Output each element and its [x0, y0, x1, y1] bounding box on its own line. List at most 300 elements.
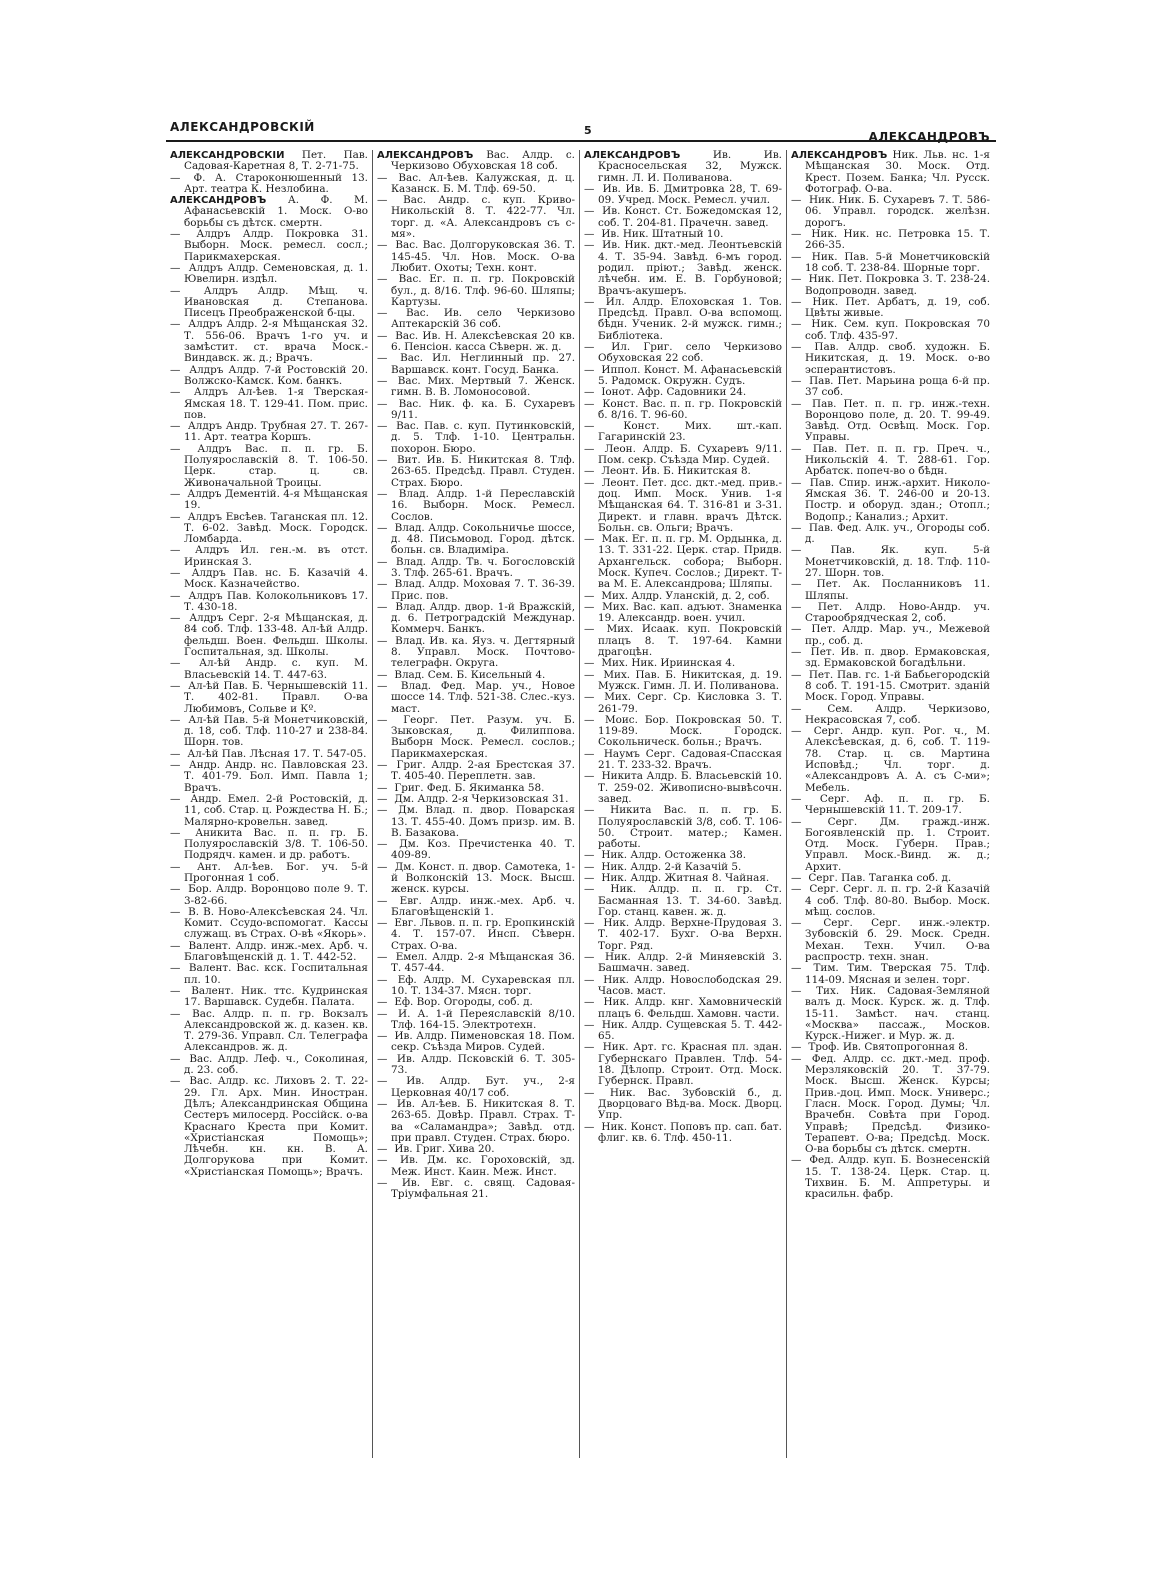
directory-entry [791, 297, 990, 320]
entry-dash: — [377, 713, 388, 726]
entry-text: Ник. Алдр. 2-й Миняевскій 3. Башмачн. завед. [598, 951, 782, 975]
entry-dash: — [584, 713, 595, 726]
entry-text: Алдръ Пав. Колокольниковъ 17. Т. 430-18. [184, 589, 368, 613]
entry-dash: — [377, 307, 388, 320]
entry-dash: — [170, 759, 181, 772]
directory-entry [170, 512, 368, 546]
directory-entry [170, 195, 368, 229]
directory-entry [377, 195, 575, 240]
directory-entry [791, 624, 990, 647]
entry-dash: — [584, 205, 595, 218]
directory-entry [791, 252, 990, 275]
directory-entry [170, 963, 368, 986]
entry-text: Дм. Коз. Пречистенка 40. Т. 409-89. [391, 838, 575, 862]
entry-dash: — [170, 1075, 181, 1088]
entry-text: Ник. Конст. Поповъ пр. сап. бат. флиг. кв. 6. Тлф. 450-11. [598, 1120, 782, 1144]
entry-text: Серг. Аф. п. п. гр. Б. Чернышевскій 11. Т. 209-17. [805, 792, 990, 817]
entry-dash: — [584, 420, 595, 433]
entry-text: Влад. Алдр. двор. 1-й Вражскій, д. 6. Петроградскій Междунар. Коммерч. Банкъ. [391, 600, 575, 636]
entry-dash: — [584, 295, 595, 308]
entry-text: Андр. Андр. нс. Павловская 23. Т. 401-79. Бол. Имп. Павла 1; Врачъ. [184, 759, 368, 794]
entry-dash: — [584, 668, 595, 681]
entry-text: Вас. Ник. ф. ка. Б. Сухаревъ 9/11. [391, 397, 575, 421]
directory-entry [377, 173, 575, 196]
entry-text: Ив. Ал-ѣев. Б. Никитская 8. Т. 263-65. Довѣр. Правл. Страх. Т-ва «Саламандра»; Завѣд. отд. при правл. Студен. Страх. бюро. [391, 1097, 575, 1144]
directory-entry [170, 568, 368, 591]
directory-entry [584, 478, 782, 534]
entry-text: Валент. Алдр. инж.-мех. Арб. ч. Благовѣщенскій д. 1. Т. 442-52. [184, 939, 368, 964]
entry-text: Ив. Ник. Штатный 10. [601, 228, 724, 241]
directory-entry [377, 240, 575, 274]
directory-entry [170, 986, 368, 1009]
entry-dash: — [377, 194, 388, 207]
entry-dash: — [584, 657, 595, 670]
directory-entry [791, 579, 990, 602]
entry-dash: — [791, 872, 802, 884]
entry-dash: — [584, 465, 595, 478]
entry-dash: — [170, 747, 181, 760]
entry-text: Мак. Ег. п. п. гр. М. Ордынка, д. 13. Т. 331-22. Церк. стар. Придв. Архангельск. собора; Выборн. Моск. Купеч. Сослов.; Директ. Т-ва М. Е. Александрова; Шляпы. [598, 533, 782, 591]
directory-entry [170, 884, 368, 907]
entry-dash: — [170, 510, 181, 523]
entry-dash: — [170, 442, 181, 455]
directory-entry [584, 240, 782, 296]
entry-text: Пет. Ак. Посланниковъ 11. Шляпы. [805, 578, 990, 602]
entry-text: Алдръ Ал-ѣев. 1-я Тверская-Ямская 18. Т. 129-41. Пом. прис. пов. [184, 386, 368, 421]
entry-text: Никита Алдр. Б. Власьевскій 10. Т. 259-02. Живописно-вывѣсочн. завед. [598, 770, 782, 805]
entry-dash: — [584, 397, 595, 410]
entry-text: Ник. Алдр. п. п. гр. Ст. Басманная 13. Т. 34-60. Завѣд. Гор. станц. кавен. ж. д. [598, 883, 782, 918]
entry-text: Леон. Алдр. Б. Сухаревъ 9/11. Пом. секр. Съѣзда Мир. Судей. [598, 442, 782, 467]
entry-text: Ник. Арт. гс. Красная пл. здан. Губернскаго Правлен. Тлф. 54-18. Дѣлопр. Строит. Отд. Моск. Губернск. Правл. [598, 1041, 782, 1088]
entry-dash: — [791, 600, 802, 613]
entry-text: Фед. Алдр. сс. дкт.-мед. проф. Мерзляковскій 20. Т. 37-79. Моск. Высш. Женск. Курсы; Прив.-доц. Имп. Моск. Универс.; Гласн. Моск. Город. Думы; Чл. Врачебн. Совѣта при Город. Управѣ; Предсѣд. Физико-Терапевт. О-ва; Предсѣд. Моск. О-ва борьбы съ дѣтск. смертн. [805, 1052, 990, 1156]
entry-dash: — [584, 239, 595, 252]
entry-dash: — [170, 962, 181, 975]
directory-entry [170, 365, 368, 388]
running-head-right: АЛЕКСАНДРОВЪ [868, 130, 990, 144]
entry-dash: — [584, 1120, 595, 1133]
entry-text: Еф. Алдр. М. Сухаревская пл. 10. Т. 134-37. Мясн. торг. [391, 973, 575, 997]
entry-dash: — [170, 826, 181, 839]
entry-text: Леонт. Ив. Б. Никитская 8. [601, 465, 751, 478]
entry-dash: — [791, 341, 802, 354]
entry-dash: — [584, 804, 595, 817]
entry-dash: — [791, 250, 802, 263]
entry-dash: — [791, 194, 802, 207]
directory-entry [584, 952, 782, 975]
entry-dash: — [791, 815, 802, 828]
entry-text: Ник. Алдр. Житная 8. Чайная. [601, 872, 770, 884]
running-head [166, 118, 996, 144]
directory-entry [377, 1178, 575, 1201]
directory-entry [584, 342, 782, 365]
directory-entry [584, 805, 782, 850]
directory-entry [584, 624, 782, 658]
directory-entry [377, 805, 575, 839]
entry-surname: АЛЕКСАНДРОВЪ [791, 150, 888, 161]
directory-entry [377, 839, 575, 862]
entry-dash: — [584, 182, 595, 195]
directory-entry [584, 399, 782, 422]
entry-text: Вас. Алдр. кс. Лиховъ 2. Т. 22-29. Гл. Арх. Мин. Иностран. Дѣлъ; Александринская Община Сестеръ милосерд. Россійск. о-ва Краснаго Креста при Комит. «Христіанская Помощь»; Лѣчебн. кн. кн. В. А. Долгорукова при Комит. «Христіанская Помощь»; Врачъ. [184, 1075, 368, 1178]
entry-text: Ник. Пав. 5-й Монетчиковскій 18 соб. Т. 238-84. Шорные торг. [805, 250, 990, 274]
entry-text: Фед. Алдр. куп. Б. Вознесенскій 15. Т. 138-24. Церк. Стар. ц. Тихвин. Б. М. Аппретуры. и красильн. фабр. [805, 1154, 990, 1201]
entry-dash: — [377, 397, 388, 410]
directory-entry [170, 591, 368, 614]
entry-text: Валент. Вас. кск. Госпитальная пл. 10. [184, 962, 368, 986]
entry-text: Ф. А. Староконюшенный 13. Арт. театра К. Незлобина. [184, 171, 368, 195]
entry-dash: — [791, 1154, 802, 1167]
directory-entry [170, 1076, 368, 1178]
entry-dash: — [584, 341, 595, 354]
entry-text: Пав. Фед. Алк. уч., Огороды соб. д. [805, 521, 990, 546]
entry-text: Андр. Емел. 2-й Ростовскій, д. 11, соб. Стар. ц. Рождества Н. Б.; Малярно-кровельн. завед. [184, 792, 368, 828]
entry-text: Ил. Григ. село Черкизово Обуховская 22 соб. [598, 341, 782, 365]
directory-entry [377, 1076, 575, 1099]
entry-dash: — [377, 838, 388, 851]
directory-entry [170, 907, 368, 941]
entry-dash: — [584, 872, 595, 884]
directory-entry [377, 308, 575, 331]
entry-dash: — [791, 228, 802, 241]
entry-dash: — [170, 261, 181, 274]
directory-entry [584, 1020, 782, 1043]
entry-dash: — [791, 578, 802, 591]
entry-text: Ал-ѣй Пав. Б. Чернышевскій 11. Т. 402-81. Правл. О-ва Любимовъ, Сольве и Кº. [184, 679, 368, 715]
entry-dash: — [791, 1052, 802, 1065]
entry-dash: — [377, 555, 388, 568]
entry-dash: — [377, 1154, 388, 1167]
directory-entry [791, 670, 990, 704]
directory-entry [791, 986, 990, 1042]
entry-dash: — [377, 1143, 388, 1156]
entry-text: Пав. Як. куп. 5-й Монетчиковскій, д. 18. Тлф. 110-27. Шорн. тов. [805, 544, 991, 579]
entry-text: Влад. Фед. Мар. уч., Новое шоссе 14. Тлф. 521-38. Слес.-куз. маст. [391, 679, 575, 715]
entry-surname: АЛЕКСАНДРОВСКІЙ [170, 150, 285, 161]
directory-entry [791, 918, 990, 963]
entry-dash: — [584, 849, 595, 862]
entry-text: Влад. Алдр. 1-й Переславскій 16. Выборн. Моск. Ремесл. Сослов. [391, 487, 575, 523]
entry-text: Бор. Алдр. Воронцово поле 9. Т. 3-82-66. [184, 883, 369, 907]
entry-text: Ал-ѣй Пав. Лѣсная 17. Т. 547-05. [187, 747, 367, 760]
entry-text: Пав. Пет. п. п. гр. Преч. ч., Никольскій 4. Т. 288-61. Гор. Арбатск. попеч-во о бѣдн. [805, 442, 990, 478]
entry-dash: — [791, 668, 802, 681]
entry-text: Алдръ Вас. п. п. гр. Б. Полуярославскій 8. Т. 106-50. Церк. стар. ц. св. Живоначальной Троицы. [184, 442, 368, 489]
page-number: 5 [584, 124, 593, 137]
entry-text: Ник. Сем. куп. Покровская 70 соб. Тлф. 435-97. [805, 318, 990, 342]
entry-dash: — [377, 804, 388, 817]
entry-surname: АЛЕКСАНДРОВЪ [584, 150, 681, 161]
entry-text: Ант. Ал-ѣев. Бог. уч. 5-й Прогонная 1 соб. [184, 860, 369, 884]
entry-dash: — [377, 1097, 388, 1110]
entry-text: Конст. Мих. шт.-кап. Гагаринскій 23. [598, 420, 782, 444]
entry-dash: — [170, 860, 181, 873]
entry-surname: АЛЕКСАНДРОВЪ [170, 195, 267, 207]
entry-dash: — [170, 657, 181, 670]
directory-entry [170, 613, 368, 658]
entry-dash: — [377, 1030, 388, 1043]
entry-dash: — [170, 679, 181, 692]
directory-entry [584, 150, 782, 184]
entry-text: Влад. Алдр. Сокольничье шоссе, д. 48. Письмовод. Город. дѣтск. больн. св. Владиміра. [391, 521, 575, 557]
entry-text: Пав. Спир. инж.-архит. Николо-Ямская 36. Т. 246-00 и 20-13. Постр. и оборуд. здан.; Отопл.; Водопр.; Канализ.; Архит. [805, 476, 990, 523]
directory-entry [791, 1054, 990, 1156]
entry-text: Пет. Пав. Садовая-Каретная 8, Т. 2-71-75. [184, 150, 368, 173]
entry-dash: — [791, 521, 802, 534]
entry-dash: — [791, 318, 802, 331]
entry-dash: — [791, 883, 802, 896]
directory-entry [377, 331, 575, 354]
entry-text: Ив. Ник. дкт.-мед. Леонтьевскій 4. Т. 35-94. Завѣд. 6-мъ город. родил. пріют.; Завѣд. женск. лѣчебн. им. Е. В. Горбуновой; Врачъ-акушеръ. [598, 239, 782, 297]
directory-entry [170, 173, 368, 196]
entry-text: Вит. Ив. Б. Никитская 8. Тлф. 263-65. Предсѣд. Правл. Студен. Страх. Бюро. [391, 454, 575, 489]
entry-text: Тим. Тим. Тверская 75. Тлф. 114-09. Мясная и зелен. торг. [805, 962, 990, 986]
entry-text: Пав. Алдр. своб. художн. Б. Никитская, д. 19. Моск. о-во эсперантистовъ. [805, 341, 990, 376]
entry-dash: — [791, 544, 802, 557]
entry-dash: — [377, 1007, 388, 1020]
entry-dash: — [170, 883, 181, 896]
directory-entry [377, 1031, 575, 1054]
directory-entry [584, 602, 782, 625]
entry-text: Алдръ Евсѣев. Таганская пл. 12. Т. 6-02. Завѣд. Моск. Городск. Ломбарда. [184, 510, 368, 546]
entry-dash: — [377, 521, 388, 534]
directory-entry [170, 715, 368, 749]
entry-dash: — [584, 996, 595, 1009]
directory-entry [584, 918, 782, 952]
entry-dash: — [584, 386, 595, 399]
entry-text: Дм. Влад. п. двор. Поварская 13. Т. 455-40. Домъ призр. им. В. В. Базакова. [391, 804, 575, 839]
entry-text: Ник. Алдр. 2-й Казачій 5. [601, 860, 742, 873]
directory-entry [377, 1099, 575, 1144]
entry-dash: — [377, 996, 388, 1009]
entry-text: Ник. Вас. Зубовскій б., д. Дворцоваго Вѣд-ва. Моск. Дворц. Упр. [598, 1086, 782, 1122]
entry-text: Георг. Пет. Разум. уч. Б. Зыковская, д. Филиппова. Выборн Моск. Ремесл. сослов.; Парикмахерская. [391, 713, 575, 760]
directory-entry [584, 1042, 782, 1087]
directory-entry [170, 794, 368, 828]
directory-entry [377, 399, 575, 422]
directory-entry [791, 399, 990, 444]
directory-entry [791, 726, 990, 794]
directory-entry [791, 229, 990, 252]
entry-text: Вас. Мих. Мертвый 7. Женск. гимн. В. В. Ломоносовой. [391, 374, 575, 399]
entry-text: Мих. Алдр. Уланскій, д. 2, соб. [601, 589, 770, 602]
directory-entry [584, 184, 782, 207]
entry-text: Вас. Андр. с. куп. Криво-Никольскій 8. Т. 422-77. Чл. торг. д. «А. Александровъ съ с-мя». [391, 194, 575, 241]
entry-dash: — [584, 883, 595, 896]
directory-entry [584, 749, 782, 772]
directory-entry [584, 997, 782, 1020]
entry-text: Тих. Ник. Садовая-Земляной валъ д. Моск. Курск. ж. д. Тлф. 15-11. Замѣст. нач. станц. «Москва» пассаж., Москов. Курск.-Нижег. и Мур. ж. д. [805, 984, 990, 1043]
directory-entry [377, 421, 575, 455]
directory-entry [170, 444, 368, 489]
entry-dash: — [377, 273, 388, 286]
entry-text: Григ. Фед. Б. Якиманка 58. [394, 781, 545, 794]
entry-text: Мих. Ник. Ириинская 4. [601, 657, 736, 670]
entry-text: Ник. Алдр. Остоженка 38. [601, 849, 747, 862]
entry-dash: — [170, 284, 181, 297]
entry-text: Ник. Алдр. Сущевская 5. Т. 442-65. [598, 1018, 782, 1043]
entry-text: Алдръ Серг. 2-я Мѣщанская, д. 84 соб. Тлф. 133-48. Ал-ѣй Алдр. фельдш. Воен. Фельдш. Школы. Госпитальная, зд. Школы. [184, 612, 368, 659]
entry-text: Серг. Серг. инж.-электр. Зубовскій б. 29. Моск. Средн. Механ. Техн. Учил. О-ва распростр. техн. знан. [805, 917, 990, 964]
directory-entry [170, 286, 368, 320]
entry-dash: — [377, 487, 388, 500]
entry-text: Серг. Пав. Таганка соб. д. [808, 872, 952, 884]
directory-entry [377, 636, 575, 670]
entry-dash: — [584, 600, 595, 613]
entry-text: Валент. Ник. ттс. Кудринская 17. Варшавск. Судебн. Палата. [184, 984, 368, 1009]
directory-entry [584, 444, 782, 467]
entry-dash: — [377, 781, 388, 794]
entry-text: А. Ф. М. Афанасьевскій 1. Моск. О-во борьбы съ дѣтск. смертн. [184, 194, 368, 229]
entry-text: Ив. Ив. Б. Дмитровка 28, Т. 69-09. Учред. Моск. Ремесл. учил. [598, 182, 782, 207]
directory-entry [791, 523, 990, 546]
header-rule [166, 140, 996, 142]
entry-text: Троф. Ив. Святопрогонная 8. [808, 1041, 969, 1054]
entry-dash: — [170, 171, 181, 184]
entry-text: Ив. Алдр. Псковскій 6. Т. 305-73. [391, 1052, 575, 1077]
directory-entry [170, 229, 368, 263]
entry-dash: — [791, 646, 802, 659]
directory-entry [377, 975, 575, 998]
entry-text: Влад. Алдр. Моховая 7. Т. 36-39. Прис. пов. [391, 578, 575, 602]
entry-text: Мих. Вас. кап. адъют. Знаменка 19. Александр. воен. учил. [598, 600, 782, 625]
entry-dash: — [377, 973, 388, 986]
entry-text: Пет. Алдр. Ново-Андр. уч. Старообрядческая 2, соб. [805, 600, 990, 625]
entry-text: Ил. Алдр. Елоховская 1. Тов. Предсѣд. Правл. О-ва вспомощ. бѣдн. Ученик. 2-й мужск. гимн.; Библіотека. [598, 295, 782, 342]
entry-text: Алдръ Алдр. 2-я Мѣщанская 32. Т. 556-06. Врачъ 1-го уч. и замѣстит. ст. врача Моск.-Виндавск. ж. д.; Врачъ. [184, 318, 368, 365]
column-4 [787, 150, 994, 1458]
directory-entry [584, 421, 782, 444]
entry-dash: — [170, 984, 181, 997]
entry-dash: — [170, 363, 181, 376]
entry-dash: — [170, 589, 181, 602]
directory-entry [170, 862, 368, 885]
entry-dash: — [791, 1041, 802, 1054]
entry-dash: — [584, 1086, 595, 1099]
directory-entry [377, 862, 575, 896]
entry-dash: — [791, 623, 802, 636]
entry-dash: — [377, 374, 388, 387]
entry-dash: — [584, 691, 595, 704]
entry-dash: — [791, 476, 802, 489]
directory-entry [791, 376, 990, 399]
entry-text: Ник. Алдр. Верхне-Прудовая 3. Т. 402-17. Бухг. О-ва Верхн. Торг. Ряд. [598, 917, 783, 952]
entry-dash: — [170, 612, 181, 625]
entry-text: Ник. Ник. Б. Сухаревъ 7. Т. 586-06. Управл. городск. желѣзн. дорогъ. [805, 194, 990, 229]
entry-dash: — [584, 747, 595, 760]
entry-text: Ив. Конст. Ст. Божедомская 12, соб. Т. 204-81. Прачечн. завед. [598, 205, 782, 229]
entry-text: Ив. Алдр. Пименовская 18. Пом. секр. Съѣзда Миров. Судей. [391, 1030, 575, 1054]
entry-text: Алдръ Дементій. 4-я Мѣщанская 19. [184, 487, 368, 512]
entry-text: Ник. Алдр. Новослободская 29. Часов. маст. [598, 973, 782, 997]
directory-entry [170, 1054, 368, 1077]
directory-entry [377, 1009, 575, 1032]
directory-entry [584, 975, 782, 998]
entry-text: Конст. Вас. п. п. гр. Покровскій б. 8/16. Т. 96-60. [598, 397, 782, 421]
directory-entry [584, 365, 782, 388]
entry-dash: — [170, 792, 181, 805]
entry-text: Ник. Льв. нс. 1-я Мѣщанская 30. Моск. Отд. Крест. Позем. Банка; Чл. Русск. Фотограф. О-ва. [805, 150, 990, 195]
entry-dash: — [377, 951, 388, 964]
entry-dash: — [377, 634, 388, 647]
entry-text: Ив. Дм. кс. Гороховскій, зд. Меж. Инст. Каин. Меж. Инст. [391, 1154, 575, 1178]
entry-text: Вас. Ил. Неглинный пр. 27. Варшавск. конт. Госуд. Банка. [391, 352, 575, 376]
directory-entry [170, 263, 368, 286]
entry-dash: — [377, 917, 388, 930]
directory-entry [791, 817, 990, 873]
directory-entry [791, 478, 990, 523]
directory-entry [170, 1009, 368, 1054]
entry-text: Ник. Пет. Покровка 3. Т. 238-24. Водопроводн. завед. [805, 273, 990, 297]
entry-text: Ник. Алдр. кнг. Хамовническій плацъ 6. Фельдш. Хамовн. части. [598, 996, 782, 1020]
entry-dash: — [170, 487, 181, 500]
entry-dash: — [377, 352, 388, 365]
entry-text: Серг. Серг. л. п. гр. 2-й Казачій 4 соб. Тлф. 80-80. Выбор. Моск. мѣщ. сослов. [805, 883, 991, 918]
directory-entry [377, 602, 575, 636]
entry-text: Ив. Евг. с. свящ. Садовая-Тріумфальная 21. [391, 1177, 575, 1201]
directory-entry [377, 523, 575, 557]
entry-dash: — [791, 792, 802, 805]
entry-text: Мих. Исаак. куп. Покровскій плацъ 8. Т. 197-64. Камни драгоцѣн. [598, 623, 782, 659]
entry-dash: — [377, 759, 388, 772]
entry-text: Евг. Алдр. инж.-мех. Арб. ч. Благовѣщенскій 1. [391, 894, 575, 918]
directory-entry [584, 692, 782, 715]
directory-entry [791, 963, 990, 986]
directory-entry [377, 918, 575, 952]
directory-entry [791, 274, 990, 297]
column-1 [166, 150, 373, 1458]
entry-text: Алдръ Ил. ген.-м. въ отст. Иринская 3. [184, 544, 368, 568]
entry-text: В. В. Ново-Алексѣевская 24. Чл. Комит. Ссудо-вспомогат. Кассы служащ. въ Страх. О-вѣ «Якорь». [184, 905, 368, 941]
directory-columns [166, 150, 996, 1458]
entry-text: Вас. Ал-ѣев. Калужская, д. ц. Казанск. Б. М. Тлф. 69-50. [391, 171, 575, 195]
entry-text: Дм. Алдр. 2-я Черкизовская 31. [394, 792, 569, 805]
directory-entry [170, 658, 368, 681]
entry-dash: — [377, 600, 388, 613]
entry-dash: — [791, 397, 802, 410]
entry-dash: — [791, 295, 802, 308]
directory-entry [377, 1054, 575, 1077]
directory-entry [170, 681, 368, 715]
directory-entry [791, 884, 990, 918]
directory-entry [791, 602, 990, 625]
entry-text: Сем. Алдр. Черкизово, Некрасовская 7, соб. [805, 702, 990, 726]
entry-text: Пав. Пет. Марьина роща 6-й пр. 37 соб. [805, 374, 990, 399]
entry-dash: — [584, 1041, 595, 1054]
entry-dash: — [170, 905, 181, 918]
entry-text: Ив. Григ. Хива 20. [394, 1143, 495, 1156]
entry-dash: — [377, 239, 388, 252]
entry-text: Моис. Бор. Покровская 50. Т. 119-89. Моск. Городск. Сокольническ. больн.; Врачъ. [598, 713, 782, 749]
directory-entry [377, 353, 575, 376]
entry-text: Мих. Серг. Ср. Кисловка 3. Т. 261-79. [598, 691, 782, 715]
entry-dash: — [170, 939, 181, 952]
directory-entry [170, 760, 368, 794]
directory-entry [170, 421, 368, 444]
entry-dash: — [791, 273, 802, 286]
directory-entry [791, 704, 990, 727]
directory-entry [791, 794, 990, 817]
entry-text: Пав. Пет. п. п. гр. инж.-техн. Воронцово поле, д. 20. Т. 99-49. Завѣд. Отд. Освѣщ. Моск. Гор. Управы. [805, 397, 990, 444]
entry-dash: — [377, 420, 388, 433]
entry-text: Влад. Сем. Б. Кисельный 4. [394, 668, 546, 681]
entry-dash: — [584, 442, 595, 455]
entry-text: Алдръ Пав. нс. Б. Казачій 4. Моск. Казначейство. [184, 566, 368, 591]
entry-text: Вас. Вас. Долгоруковская 36. Т. 145-45. Чл. Нов. Моск. О-ва Любит. Охоты; Техн. конт. [391, 239, 575, 274]
directory-page [166, 118, 996, 1458]
directory-entry [377, 557, 575, 580]
